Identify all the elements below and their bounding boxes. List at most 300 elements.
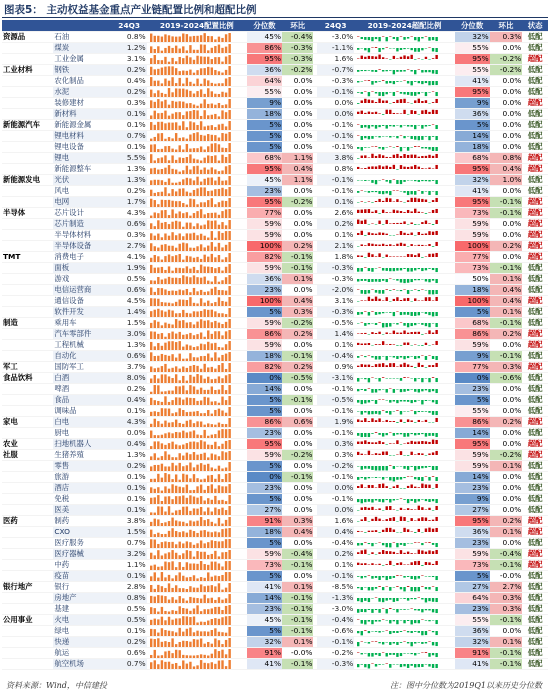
spark-bar: [432, 586, 434, 587]
spark-bar: [196, 630, 198, 635]
spark-bar: [364, 389, 366, 391]
spark-bar: [379, 552, 381, 554]
spark-bar: [182, 46, 184, 53]
sector-label: 社服: [2, 449, 53, 460]
spark-bar: [217, 281, 219, 283]
alloc-change: 0.0%: [282, 284, 313, 295]
spark-bar: [210, 467, 212, 471]
alloc-history: [147, 658, 247, 669]
spark-bar: [185, 138, 187, 140]
spark-bar: [207, 115, 209, 119]
spark-bar: [364, 466, 366, 469]
spark-bar: [411, 36, 413, 37]
alloc-change: 0.0%: [282, 570, 313, 581]
spark-bar: [425, 245, 427, 246]
spark-bar: [368, 466, 370, 469]
spark-bar: [157, 60, 159, 64]
over-value: 1.6%: [317, 53, 354, 64]
spark-bar: [203, 355, 205, 360]
spark-bar: [153, 464, 155, 470]
spark-bar: [364, 400, 366, 403]
spark-bar: [200, 44, 202, 53]
spark-bar: [185, 55, 187, 63]
spark-bar: [217, 331, 219, 339]
spark-bar: [196, 400, 198, 404]
spark-bar: [407, 442, 409, 444]
spark-bar: [404, 48, 406, 49]
spark-bar: [178, 331, 180, 338]
spark-bar: [164, 553, 166, 559]
spark-bar: [185, 616, 187, 625]
alloc-change: 0.3%: [282, 306, 313, 317]
spark-bar: [167, 323, 169, 327]
spark-bar: [189, 542, 191, 548]
spark-bar: [203, 214, 205, 218]
spark-bar: [418, 190, 420, 191]
spark-bar: [217, 255, 219, 262]
spark-bar: [382, 232, 384, 234]
spark-bar: [404, 98, 406, 102]
spark-bar: [425, 233, 427, 235]
status-badge: 低配: [522, 383, 548, 394]
spark-bar: [389, 576, 391, 579]
spark-bar: [411, 279, 413, 282]
sector-label: 新能源汽车: [2, 119, 53, 130]
spark-bar: [210, 424, 212, 427]
sector-label: 食品饮料: [2, 372, 53, 383]
spark-bar: [379, 279, 381, 282]
spark-bar: [429, 290, 431, 294]
spark-bar: [357, 562, 359, 564]
spark-bar: [389, 166, 391, 168]
spark-bar: [150, 154, 152, 163]
spark-bar: [175, 45, 177, 52]
spark-bar: [364, 91, 366, 92]
spark-bar: [175, 531, 177, 537]
sector-label: [2, 559, 53, 570]
spark-bar: [411, 389, 413, 390]
alloc-percentile: 14%: [247, 592, 282, 603]
industry-label: 游戏: [53, 273, 111, 284]
spark-bar: [203, 378, 205, 382]
over-value: 0.1%: [317, 559, 354, 570]
spark-bar: [200, 187, 202, 196]
spark-bar: [411, 191, 413, 194]
industry-label: 水泥: [53, 86, 111, 97]
alloc-history: [147, 295, 247, 306]
spark-bar: [203, 336, 205, 338]
spark-bar: [382, 92, 384, 96]
spark-bar: [150, 487, 152, 493]
spark-bar: [164, 322, 166, 327]
over-change: 0.3%: [490, 361, 523, 372]
spark-bar: [214, 649, 216, 658]
spark-bar: [432, 620, 434, 621]
spark-bar: [429, 576, 431, 577]
spark-bar: [203, 78, 205, 85]
sector-label: [2, 152, 53, 163]
spark-bar: [418, 518, 420, 521]
over-history: [354, 603, 454, 614]
spark-bar: [375, 47, 377, 48]
over-sparkline: [355, 164, 441, 174]
spark-bar: [178, 289, 180, 294]
spark-bar: [192, 423, 194, 427]
spark-bar: [225, 290, 227, 294]
spark-bar: [175, 191, 177, 196]
spark-bar: [221, 133, 223, 141]
over-sparkline: [355, 230, 441, 240]
spark-bar: [379, 508, 381, 510]
table-row: [2, 262, 548, 273]
spark-bar: [178, 221, 180, 228]
spark-bar: [418, 92, 420, 94]
spark-bar: [368, 575, 370, 576]
spark-bar: [225, 605, 227, 613]
spark-bar: [160, 92, 162, 96]
alloc-sparkline: [148, 186, 234, 196]
spark-bar: [160, 606, 162, 613]
alloc-history: [147, 262, 247, 273]
spark-bar: [400, 165, 402, 169]
sector-label: [2, 625, 53, 636]
spark-bar: [418, 587, 420, 591]
alloc-history: [147, 581, 247, 592]
spark-bar: [217, 660, 219, 668]
spark-bar: [164, 420, 166, 426]
alloc-percentile: 59%: [247, 548, 282, 559]
spark-bar: [189, 478, 191, 482]
spark-bar: [432, 365, 434, 367]
spark-bar: [375, 389, 377, 393]
over-history: [354, 460, 454, 471]
spark-bar: [150, 595, 152, 602]
spark-bar: [389, 664, 391, 668]
spark-bar: [171, 168, 173, 173]
spark-bar: [421, 59, 423, 60]
spark-bar: [214, 342, 216, 349]
footnote: 注：图中分位数为2019Q1以来历史分位数: [389, 681, 542, 690]
spark-bar: [400, 256, 402, 257]
spark-bar: [436, 587, 438, 591]
spark-bar: [189, 353, 191, 361]
over-percentile: 14%: [455, 427, 490, 438]
spark-bar: [364, 563, 366, 565]
spark-bar: [214, 69, 216, 74]
spark-bar: [164, 620, 166, 625]
over-history: [354, 504, 454, 515]
spark-bar: [418, 389, 420, 392]
status-badge: 低配: [522, 427, 548, 438]
sector-label: [2, 647, 53, 658]
table-row: [2, 658, 548, 669]
spark-bar: [210, 608, 212, 614]
spark-bar: [432, 37, 434, 40]
spark-bar: [425, 455, 427, 456]
spark-bar: [153, 136, 155, 140]
spark-bar: [221, 660, 223, 669]
spark-bar: [414, 400, 416, 402]
over-history: [354, 592, 454, 603]
spark-bar: [182, 575, 184, 580]
over-sparkline: [355, 120, 441, 130]
over-value: 0.2%: [317, 548, 354, 559]
spark-bar: [436, 329, 438, 333]
spark-bar: [178, 299, 180, 306]
spark-bar: [407, 279, 409, 283]
spark-bar: [217, 576, 219, 581]
spark-bar: [379, 191, 381, 194]
spark-bar: [400, 36, 402, 37]
alloc-value: 4.5%: [112, 295, 147, 306]
spark-bar: [364, 532, 366, 533]
spark-bar: [432, 200, 434, 202]
spark-bar: [397, 454, 399, 455]
over-percentile: 9%: [455, 97, 490, 108]
spark-bar: [372, 418, 374, 422]
sector-label: [2, 526, 53, 537]
spark-bar: [192, 302, 194, 305]
spark-bar: [421, 334, 423, 335]
spark-bar: [221, 187, 223, 195]
spark-bar: [393, 529, 395, 532]
spark-bar: [207, 631, 209, 635]
spark-bar: [361, 125, 363, 128]
spark-bar: [357, 191, 359, 193]
over-sparkline: [355, 417, 441, 427]
spark-bar: [214, 155, 216, 163]
spark-bar: [361, 499, 363, 503]
spark-bar: [160, 434, 162, 437]
spark-bar: [192, 452, 194, 460]
spark-bar: [217, 171, 219, 174]
alloc-value: 0.1%: [112, 119, 147, 130]
spark-bar: [414, 208, 416, 212]
spark-bar: [414, 486, 416, 487]
spark-bar: [203, 302, 205, 305]
spark-bar: [196, 442, 198, 449]
spark-bar: [411, 244, 413, 246]
alloc-sparkline: [148, 527, 234, 537]
spark-bar: [361, 609, 363, 612]
spark-bar: [404, 92, 406, 94]
header-over-change: 环比: [490, 20, 523, 31]
spark-bar: [185, 300, 187, 306]
alloc-value: 0.6%: [112, 218, 147, 229]
spark-bar: [196, 124, 198, 129]
spark-bar: [171, 484, 173, 493]
over-change: -0.2%: [490, 64, 523, 75]
spark-bar: [414, 631, 416, 632]
spark-bar: [379, 331, 381, 333]
spark-bar: [393, 179, 395, 180]
over-history: [354, 471, 454, 482]
alloc-history: [147, 548, 247, 559]
spark-bar: [397, 136, 399, 138]
spark-bar: [189, 178, 191, 185]
spark-bar: [404, 37, 406, 40]
table-row: [2, 405, 548, 416]
spark-bar: [400, 620, 402, 621]
spark-bar: [414, 180, 416, 181]
over-history: [354, 119, 454, 130]
spark-bar: [372, 499, 374, 503]
spark-bar: [221, 313, 223, 317]
spark-bar: [364, 454, 366, 455]
spark-bar: [425, 323, 427, 326]
spark-bar: [225, 528, 227, 537]
spark-bar: [196, 148, 198, 152]
spark-bar: [393, 70, 395, 74]
spark-bar: [214, 401, 216, 405]
alloc-history: [147, 361, 247, 372]
over-percentile: 95%: [455, 438, 490, 449]
spark-bar: [425, 517, 427, 520]
spark-bar: [192, 324, 194, 328]
spark-bar: [214, 286, 216, 294]
alloc-value: 0.7%: [112, 658, 147, 669]
spark-bar: [361, 147, 363, 150]
spark-bar: [414, 136, 416, 140]
spark-bar: [400, 147, 402, 151]
spark-bar: [157, 233, 159, 239]
spark-bar: [182, 553, 184, 559]
alloc-percentile: 59%: [247, 218, 282, 229]
spark-bar: [200, 611, 202, 614]
spark-bar: [196, 132, 198, 141]
alloc-percentile: 64%: [247, 75, 282, 86]
spark-bar: [171, 619, 173, 624]
spark-bar: [361, 300, 363, 301]
spark-bar: [375, 333, 377, 334]
alloc-value: 4.1%: [112, 251, 147, 262]
spark-bar: [386, 598, 388, 601]
spark-bar: [210, 585, 212, 592]
spark-bar: [364, 642, 366, 643]
over-history: [354, 416, 454, 427]
spark-bar: [429, 345, 431, 346]
spark-bar: [178, 313, 180, 317]
spark-bar: [228, 33, 230, 42]
alloc-change: 0.2%: [282, 328, 313, 339]
spark-bar: [361, 466, 363, 470]
alloc-history: [147, 493, 247, 504]
alloc-change: 0.6%: [282, 416, 313, 427]
over-sparkline: [355, 604, 441, 614]
spark-bar: [389, 109, 391, 113]
table-row: [2, 372, 548, 383]
spark-bar: [228, 528, 230, 537]
spark-bar: [382, 312, 384, 313]
alloc-sparkline: [148, 241, 234, 251]
alloc-value: 0.2%: [112, 383, 147, 394]
spark-bar: [171, 245, 173, 250]
spark-bar: [217, 83, 219, 86]
spark-bar: [379, 198, 381, 201]
spark-bar: [182, 268, 184, 273]
spark-bar: [418, 224, 420, 225]
spark-bar: [361, 364, 363, 367]
spark-bar: [404, 362, 406, 366]
spark-bar: [182, 115, 184, 119]
spark-bar: [225, 375, 227, 383]
spark-bar: [225, 56, 227, 63]
spark-bar: [361, 507, 363, 510]
spark-bar: [175, 366, 177, 372]
alloc-value: 0.2%: [112, 185, 147, 196]
spark-bar: [221, 280, 223, 284]
over-percentile: 73%: [455, 262, 490, 273]
over-change: 0.0%: [490, 229, 523, 240]
over-value: -0.1%: [317, 471, 354, 482]
spark-bar: [214, 268, 216, 273]
spark-bar: [432, 81, 434, 85]
alloc-percentile: 86%: [247, 416, 282, 427]
spark-bar: [421, 279, 423, 280]
spark-bar: [228, 594, 230, 603]
spark-bar: [221, 486, 223, 493]
table-row: [2, 548, 548, 559]
spark-bar: [153, 93, 155, 97]
spark-bar: [436, 208, 438, 212]
spark-bar: [203, 643, 205, 646]
sector-label: [2, 460, 53, 471]
spark-bar: [221, 410, 223, 416]
spark-bar: [175, 149, 177, 151]
spark-bar: [382, 100, 384, 103]
spark-bar: [425, 609, 427, 610]
spark-bar: [379, 356, 381, 360]
alloc-sparkline: [148, 450, 234, 460]
spark-bar: [160, 169, 162, 174]
spark-bar: [382, 57, 384, 59]
spark-bar: [175, 357, 177, 360]
spark-bar: [436, 268, 438, 272]
spark-bar: [214, 663, 216, 668]
spark-bar: [150, 565, 152, 569]
spark-bar: [217, 465, 219, 470]
spark-bar: [382, 334, 384, 335]
spark-bar: [196, 105, 198, 107]
spark-bar: [429, 355, 431, 356]
spark-bar: [361, 190, 363, 191]
spark-bar: [217, 71, 219, 75]
spark-bar: [153, 200, 155, 207]
spark-bar: [414, 331, 416, 333]
status-badge: 超配: [522, 449, 548, 460]
spark-bar: [372, 268, 374, 272]
spark-bar: [171, 256, 173, 262]
industry-label: 中药: [53, 559, 111, 570]
spark-bar: [389, 146, 391, 147]
spark-bar: [375, 81, 377, 83]
spark-bar: [379, 81, 381, 82]
spark-bar: [368, 364, 370, 366]
spark-bar: [150, 512, 152, 515]
sector-label: [2, 427, 53, 438]
spark-bar: [429, 125, 431, 126]
spark-bar: [411, 608, 413, 609]
spark-bar: [425, 466, 427, 468]
spark-bar: [196, 235, 198, 240]
alloc-change: -0.2%: [282, 196, 313, 207]
spark-bar: [210, 103, 212, 108]
over-history: [354, 537, 454, 548]
spark-bar: [357, 477, 359, 480]
alloc-change: 0.0%: [282, 504, 313, 515]
spark-bar: [418, 198, 420, 202]
spark-bar: [178, 320, 180, 327]
